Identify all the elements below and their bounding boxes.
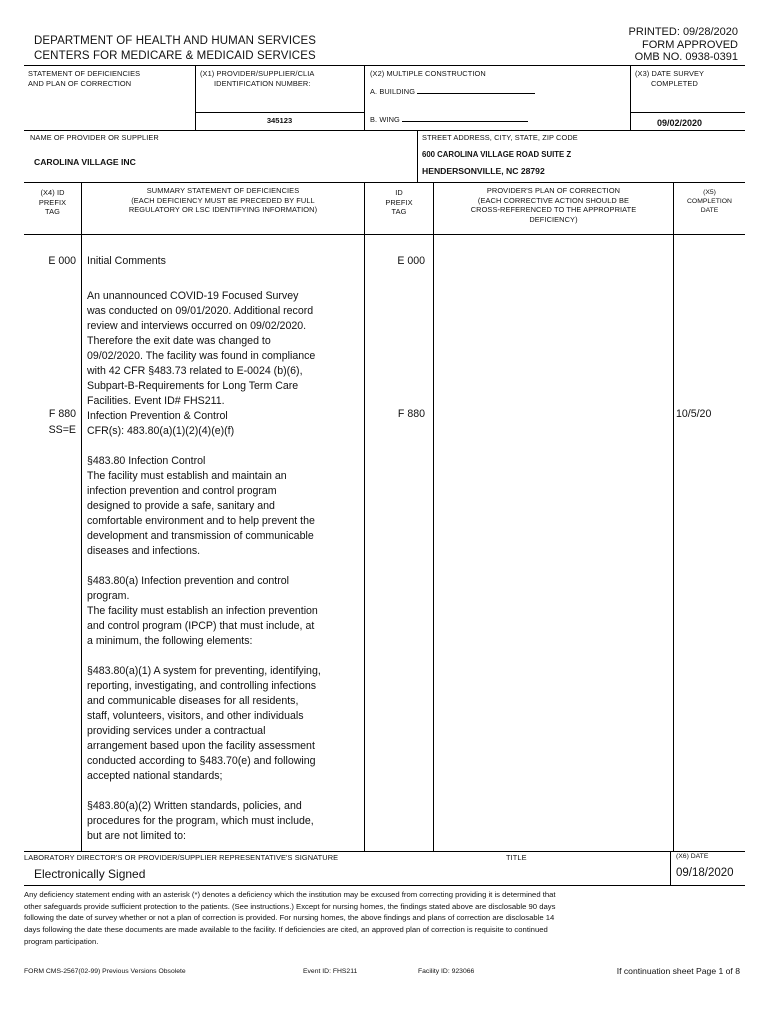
statement-label: STATEMENT OF DEFICIENCIES AND PLAN OF CORRECTION	[28, 69, 141, 88]
facility-id: Facility ID: 923066	[418, 968, 475, 975]
disclaimer-line: days following the date these documents are made available to the facility. If deficiencies are cited, an approved plan of correction is requisite to continued	[24, 925, 548, 935]
body-line: review and interviews occurred on 09/02/2020.	[87, 320, 307, 332]
divider	[24, 130, 745, 131]
multiple-construction-label: (X2) MULTIPLE CONSTRUCTION	[370, 69, 486, 78]
divider	[24, 234, 745, 235]
body-line: The facility must establish and maintain an	[87, 470, 287, 482]
top-table-border	[24, 65, 745, 66]
form-approved-label: FORM APPROVED	[642, 38, 738, 51]
body-line: arrangement based upon the facility assessment	[87, 740, 315, 752]
signature-date-label: (X6) DATE	[676, 853, 709, 860]
address-label: STREET ADDRESS, CITY, STATE, ZIP CODE	[422, 133, 578, 142]
f880-tag: F 880	[48, 408, 76, 420]
building-blank	[417, 93, 535, 94]
divider	[673, 182, 674, 851]
body-line: The facility must establish an infection prevention	[87, 605, 318, 617]
e000-tag: E 000	[48, 255, 76, 267]
body-line: designed to provide a safe, sanitary and	[87, 500, 275, 512]
summary-statement-header: SUMMARY STATEMENT OF DEFICIENCIES (EACH DEFICIENCY MUST BE PRECEDED BY FULL REGULATORY OR LSC IDENTIFYING INFORMATION)	[128, 186, 318, 214]
summary-body	[87, 289, 362, 844]
e000-title: Initial Comments	[87, 255, 166, 267]
department-heading	[34, 34, 316, 63]
body-line: was conducted on 09/01/2020. Additional record	[87, 305, 314, 317]
agency-line: CENTERS FOR MEDICARE & MEDICAID SERVICES	[34, 49, 316, 62]
body-line: infection prevention and control program	[87, 485, 277, 497]
body-line: §483.80(a) Infection prevention and control	[87, 575, 290, 587]
divider	[24, 851, 745, 852]
form-approval-block	[629, 26, 738, 64]
form-number: FORM CMS-2567(02-99) Previous Versions Obsolete	[24, 968, 186, 975]
provider-name: CAROLINA VILLAGE INC	[34, 157, 136, 167]
body-line: program.	[87, 590, 130, 602]
printed-date: PRINTED: 09/28/2020	[628, 26, 738, 38]
disclaimer-line: other safeguards provide sufficient protection to the patients. (See instructions.) Except for nursing homes, the findings stated above are disclosable 90 days	[24, 901, 556, 911]
divider	[630, 112, 745, 113]
body-line: with 42 CFR §483.73 related to E-0024 (b)(6),	[87, 365, 303, 377]
f880-completion-date: 10/5/20	[676, 408, 712, 420]
provider-name-label: NAME OF PROVIDER OR SUPPLIER	[30, 133, 159, 142]
body-line: development and transmission of communicable	[87, 530, 314, 542]
body-line: and control program (IPCP) that must include, at	[87, 620, 315, 632]
body-line: but are not limited to:	[87, 830, 186, 842]
body-line	[87, 784, 362, 799]
body-line: §483.80(a)(2) Written standards, policies, and	[87, 800, 302, 812]
signature-value: Electronically Signed	[34, 867, 146, 881]
title-label: TITLE	[506, 853, 527, 862]
body-line: comfortable environment and to help prevent the	[87, 515, 315, 527]
e000-tag-right: E 000	[397, 255, 425, 267]
body-line: a minimum, the following elements:	[87, 635, 253, 647]
department-line: DEPARTMENT OF HEALTH AND HUMAN SERVICES	[34, 35, 317, 47]
id-prefix-tag-header: ID PREFIX TAG	[385, 188, 413, 216]
divider	[195, 112, 364, 113]
wing-field: B. WING	[370, 115, 528, 125]
body-line	[87, 649, 362, 664]
body-line: Infection Prevention & Control	[87, 410, 228, 422]
divider	[630, 65, 631, 130]
x4-id-prefix-tag-header: (X4) ID PREFIX TAG	[38, 188, 67, 216]
body-line: §483.80 Infection Control	[87, 455, 206, 467]
disclaimer-line: program participation.	[24, 936, 99, 946]
address-line1: 600 CAROLINA VILLAGE ROAD SUITE Z	[422, 150, 572, 159]
omb-number: OMB NO. 0938-0391	[634, 51, 738, 63]
body-line: accepted national standards;	[87, 770, 223, 782]
signature-date: 09/18/2020	[676, 867, 734, 879]
completion-date-header: (X5) COMPLETION DATE	[687, 189, 732, 214]
body-line	[87, 559, 362, 574]
divider	[417, 130, 418, 182]
disclaimer	[24, 889, 754, 948]
body-line: An unannounced COVID-19 Focused Survey	[87, 290, 299, 302]
body-line: reporting, investigating, and controlling infections	[87, 680, 317, 692]
body-line: providing services under a contractual	[87, 725, 266, 737]
event-id: Event ID: FHS211	[303, 968, 358, 975]
body-line: CFR(s): 483.80(a)(1)(2)(4)(e)(f)	[87, 425, 235, 437]
f880-severity: SS=E	[48, 424, 76, 436]
body-line: Facilities. Event ID# FHS211.	[87, 395, 225, 407]
divider	[670, 851, 671, 885]
wing-blank	[402, 121, 528, 122]
body-line: staff, volunteers, visitors, and other individuals	[87, 710, 304, 722]
disclaimer-line: Any deficiency statement ending with an asterisk (*) denotes a deficiency which the institution may be excused from correcting providing it is determined that	[24, 890, 556, 899]
body-line	[87, 439, 362, 454]
body-line: conducted according to §483.70(e) and following	[87, 755, 316, 767]
body-line: diseases and infections.	[87, 545, 201, 557]
building-field: A. BUILDING	[370, 87, 535, 97]
body-line: §483.80(a)(1) A system for preventing, identifying,	[87, 665, 321, 677]
divider	[81, 182, 82, 851]
address-line2: HENDERSONVILLE, NC 28792	[422, 166, 545, 176]
divider	[24, 182, 745, 183]
disclaimer-line: following the date of survey whether or not a plan of correction is provided. For nursing homes, the above findings and plans of correction are disclosable 14	[24, 913, 555, 923]
date-survey-label: (X3) DATE SURVEY COMPLETED	[635, 69, 705, 88]
x1-label: (X1) PROVIDER/SUPPLIER/CLIA IDENTIFICATION NUMBER:	[200, 69, 315, 88]
page-number: If continuation sheet Page 1 of 8	[616, 966, 740, 976]
divider	[433, 182, 434, 851]
f880-tag-right: F 880	[397, 408, 425, 420]
divider	[24, 885, 745, 886]
divider	[364, 182, 365, 851]
body-line: Subpart-B-Requirements for Long Term Care	[87, 380, 299, 392]
signature-label: LABORATORY DIRECTOR'S OR PROVIDER/SUPPLIER REPRESENTATIVE'S SIGNATURE	[24, 853, 339, 862]
body-line: and communicable diseases for all residents,	[87, 695, 299, 707]
plan-of-correction-header: PROVIDER'S PLAN OF CORRECTION (EACH CORRECTIVE ACTION SHOULD BE CROSS-REFERENCED TO THE APPROPRIATE DEFICIENCY)	[470, 186, 637, 224]
survey-completed-date: 09/02/2020	[657, 118, 703, 128]
body-line: 09/02/2020. The facility was found in compliance	[87, 350, 316, 362]
provider-id-number: 345123	[266, 116, 293, 125]
body-line: Therefore the exit date was changed to	[87, 335, 271, 347]
body-line: procedures for the program, which must include,	[87, 815, 314, 827]
divider	[364, 65, 365, 130]
